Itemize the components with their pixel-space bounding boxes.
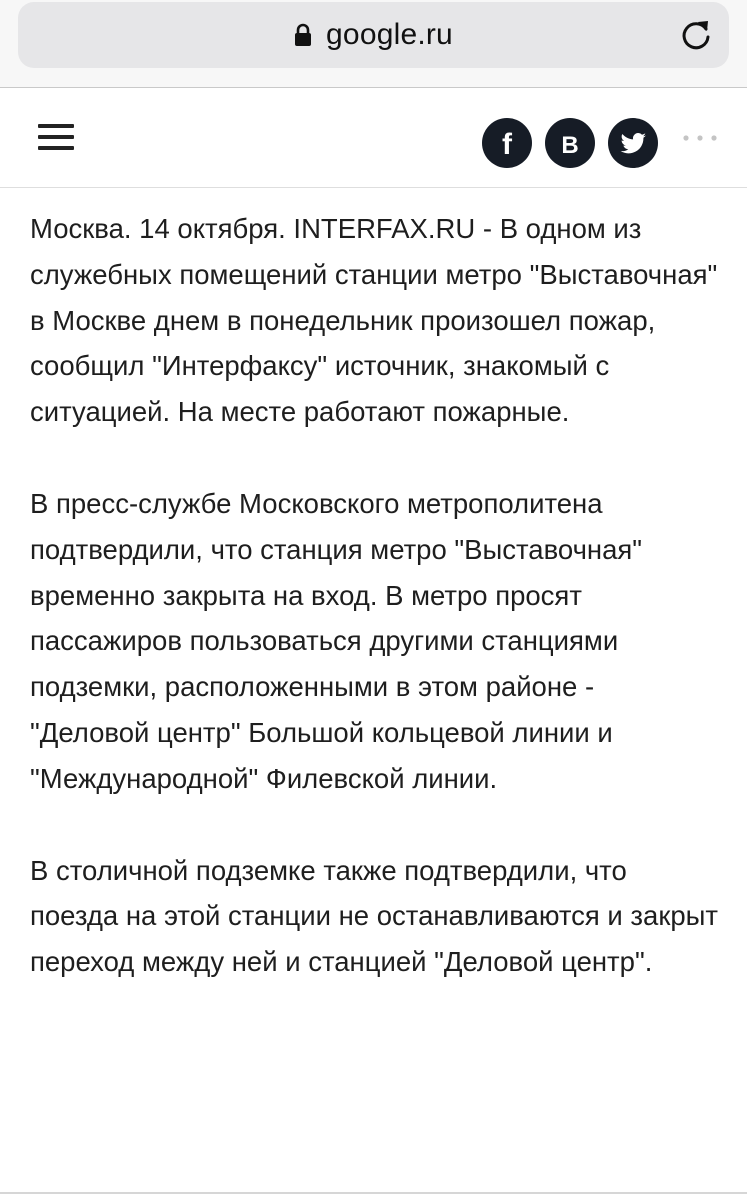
lock-icon	[294, 23, 312, 47]
facebook-glyph: f	[502, 128, 512, 161]
address-content	[18, 2, 729, 68]
url-text: google.ru	[326, 18, 453, 51]
more-dots-icon[interactable]	[682, 134, 718, 142]
article-paragraph-2: В пресс-службе Московского метрополитена подтвердили, что станция метро "Выставочная" временно закрыта на вход. В метро просят пассажиров пользоваться другими станциями подземки, расположенными в этом районе - "Деловой центр" Большой кольцевой линии и "Международной" Филевской линии.	[30, 487, 643, 794]
reload-icon[interactable]	[679, 18, 713, 52]
facebook-share-icon[interactable]	[482, 118, 532, 168]
article-paragraph-1: Москва. 14 октября. INTERFAX.RU - В одном из служебных помещений станции метро "Выставочная" в Москве днем в понедельник произошел пожар, сообщил "Интерфаксу" источник, знакомый с ситуацией. На месте работают пожарные.	[30, 213, 718, 428]
article-paragraph-3: В столичной подземке также подтвердили, что поезда на этой станции не останавливаются и закрыт переход между ней и станцией "Деловой центр".	[30, 854, 719, 978]
hamburger-menu-icon[interactable]	[38, 124, 74, 154]
site-header	[0, 88, 747, 188]
browser-toolbar	[0, 0, 747, 88]
bottom-divider	[0, 1192, 747, 1194]
vk-share-icon[interactable]	[545, 118, 595, 168]
vk-glyph: В	[561, 132, 579, 159]
address-bar[interactable]	[18, 2, 729, 68]
twitter-share-icon[interactable]	[608, 118, 658, 168]
article-body	[30, 206, 720, 1031]
